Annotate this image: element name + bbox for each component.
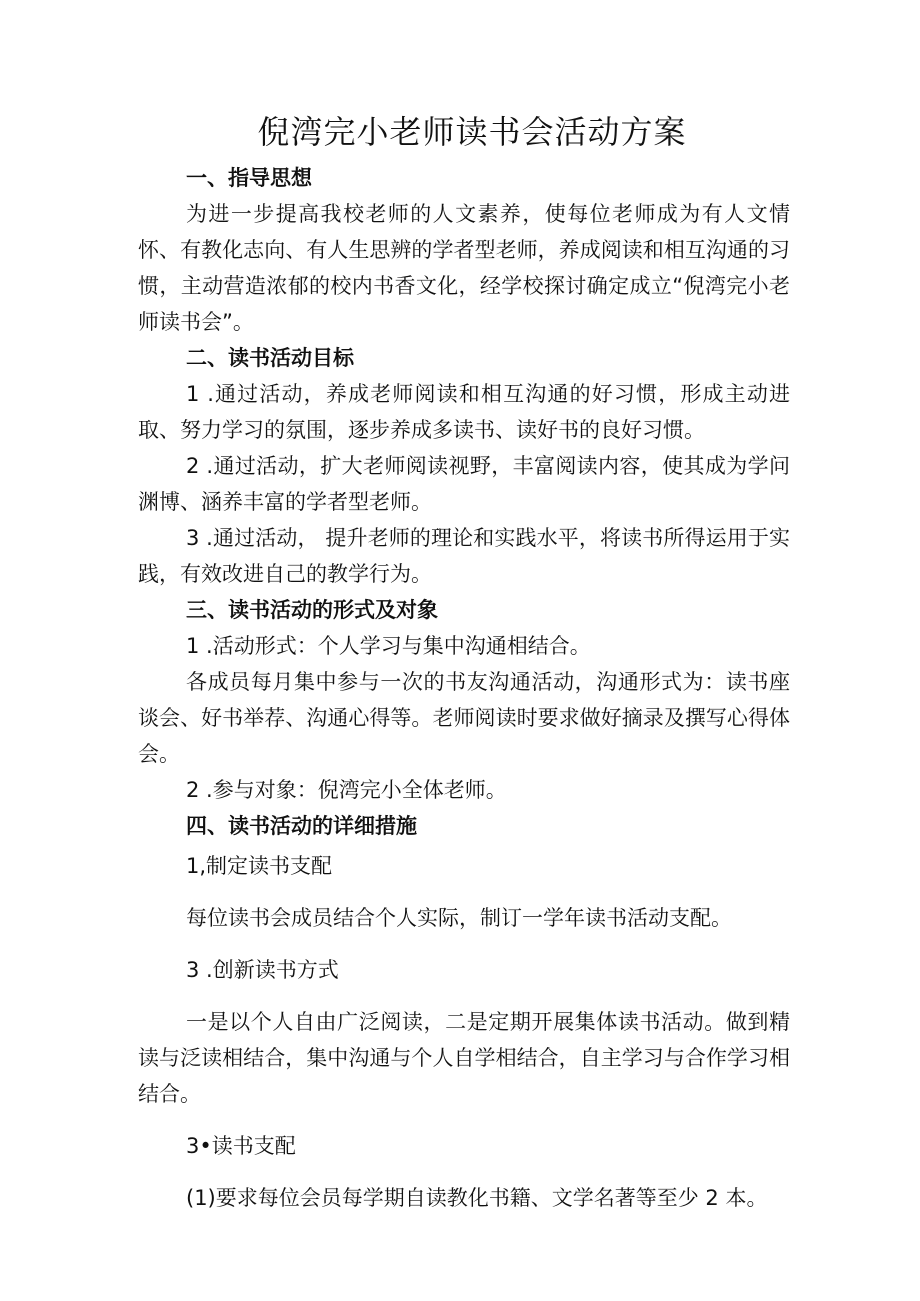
section-heading-measures: 四、读书活动的详细措施	[186, 814, 417, 838]
paragraph: 为进一步提高我校老师的人文素养，使每位老师成为有人文情怀、有教化志向、有人生思辨的学者型老师，养成阅读和相互沟通的习惯，主动营造浓郁的校内书香文化，经学校探讨确定成立“倪湾完小老师读书会”。	[138, 202, 790, 334]
section-heading-goals: 二、读书活动目标	[186, 346, 354, 370]
paragraph: 1 .活动形式：个人学习与集中沟通相结合。	[186, 634, 591, 658]
paragraph: 各成员每月集中参与一次的书友沟通活动，沟通形式为：读书座谈会、好书举荐、沟通心得等。老师阅读时要求做好摘录及撰写心得体会。	[138, 670, 790, 766]
paragraph: 1 .通过活动，养成老师阅读和相互沟通的好习惯，形成主动进取、努力学习的氛围，逐步养成多读书、读好书的良好习惯。	[138, 382, 790, 442]
page-title: 倪湾完小老师读书会活动方案	[257, 113, 687, 151]
section-heading-form-and-target: 三、读书活动的形式及对象	[186, 598, 438, 622]
paragraph: (1)要求每位会员每学期自读教化书籍、文学名著等至少 2 本。	[186, 1186, 768, 1210]
subheading: 1,制定读书支配	[186, 854, 333, 878]
paragraph: 一是以个人自由广泛阅读，二是定期开展集体读书活动。做到精读与泛读相结合，集中沟通与个人自学相结合，自主学习与合作学习相结合。	[138, 1010, 790, 1106]
paragraph: 2 .参与对象：倪湾完小全体老师。	[186, 778, 507, 802]
paragraph: 2 .通过活动，扩大老师阅读视野，丰富阅读内容，使其成为学问渊博、涵养丰富的学者型老师。	[138, 454, 790, 514]
section-heading-guiding-thought: 一、指导思想	[186, 166, 312, 190]
subheading: 3•读书支配	[186, 1134, 296, 1158]
paragraph: 每位读书会成员结合个人实际，制订一学年读书活动支配。	[186, 906, 732, 930]
subheading: 3 .创新读书方式	[186, 958, 339, 982]
paragraph: 3 .通过活动， 提升老师的理论和实践水平，将读书所得运用于实践，有效改进自己的教学行为。	[138, 526, 790, 586]
